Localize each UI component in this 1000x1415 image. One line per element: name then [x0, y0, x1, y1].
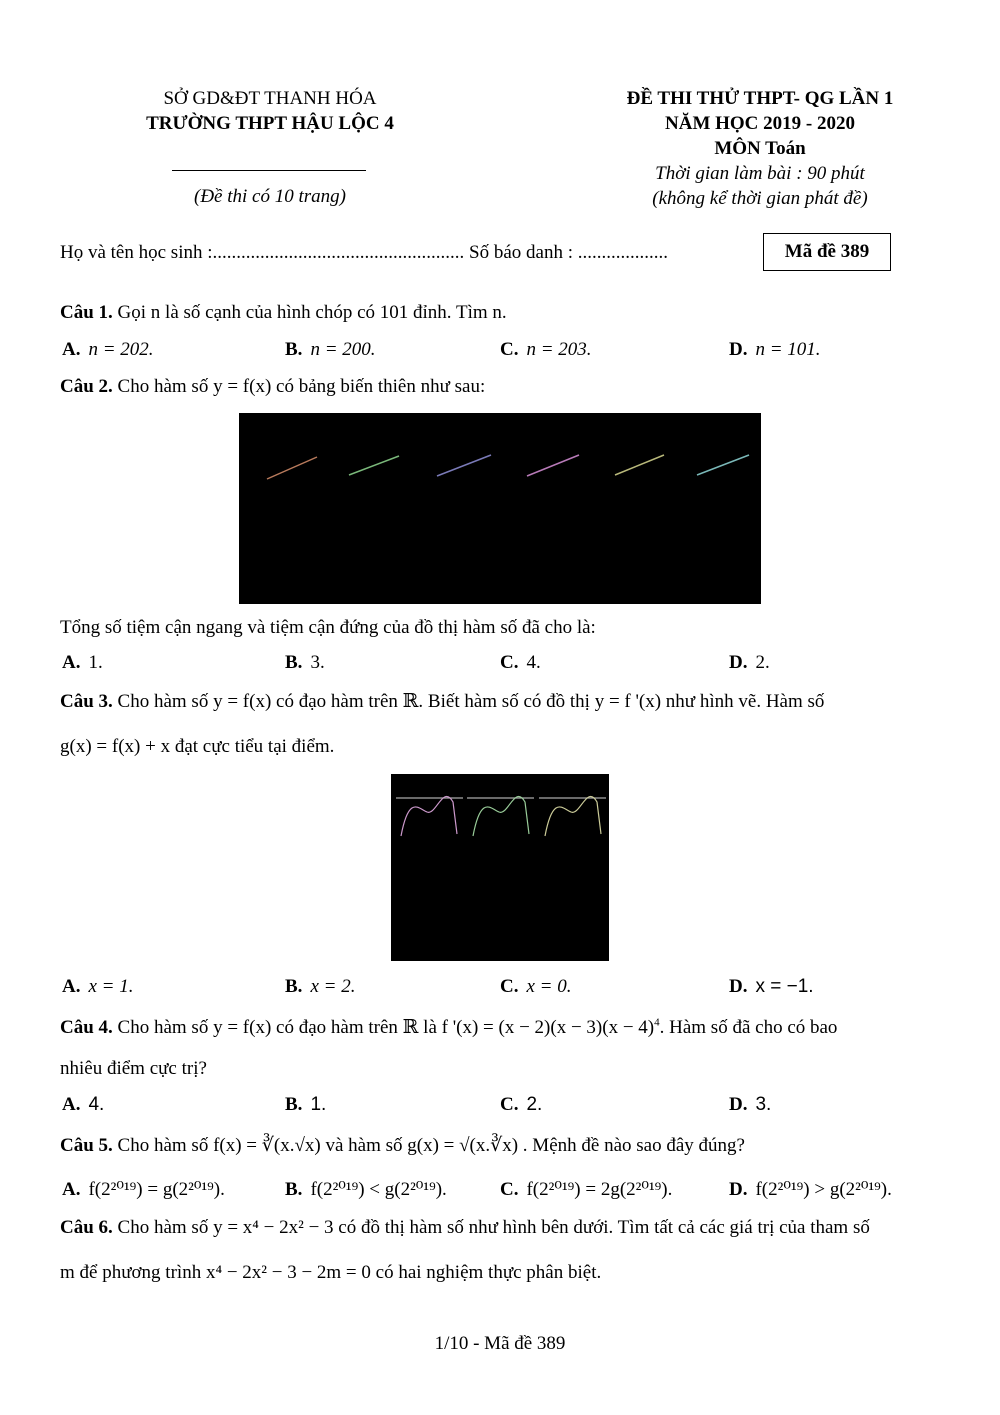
option-text: n = 101. [755, 339, 821, 360]
question-label: Câu 5. [60, 1135, 113, 1156]
option-text: 1. [310, 1094, 327, 1115]
option-label: D. [729, 339, 748, 360]
student-info-line [60, 242, 668, 264]
question-3-line-2: g(x) = f(x) + x đạt cực tiểu tại điểm. [60, 736, 335, 757]
q3-option-a [62, 976, 134, 998]
question-1 [60, 302, 507, 324]
q2-option-b [285, 652, 325, 674]
derivative-graph-image [391, 774, 609, 961]
option-text: 2. [526, 1094, 543, 1115]
option-label: B. [285, 1094, 303, 1115]
question-text: Cho hàm số y = f(x) có bảng biến thiên như sau: [117, 376, 486, 397]
option-label: A. [62, 1094, 81, 1115]
option-label: C. [500, 976, 519, 997]
option-text: x = 2. [310, 976, 356, 997]
option-text: x = 1. [88, 976, 134, 997]
option-text: n = 202. [88, 339, 154, 360]
variation-table-graphic [239, 413, 761, 604]
q3-option-c [500, 976, 572, 998]
derivative-graph-graphic [391, 774, 609, 961]
option-label: B. [285, 1179, 303, 1200]
q1-option-b [285, 339, 376, 361]
option-label: C. [500, 652, 519, 673]
variation-table-image [239, 413, 761, 604]
question-text: Gọi n là số cạnh của hình chóp có 101 đỉnh. Tìm n. [117, 302, 507, 323]
option-label: A. [62, 652, 81, 673]
question-label: Câu 2. [60, 376, 113, 397]
q2-option-d [729, 652, 770, 674]
option-text: 3. [310, 652, 325, 673]
header-right [590, 86, 930, 211]
q2-option-c [500, 652, 541, 674]
question-4-line-2: nhiêu điểm cực trị? [60, 1058, 207, 1079]
student-id-label: Số báo danh : ................... [469, 242, 668, 263]
question-2-prompt: Tổng số tiệm cận ngang và tiệm cận đứng của đồ thị hàm số đã cho là: [60, 617, 596, 638]
question-text: Cho hàm số y = x⁴ − 2x² − 3 có đồ thị hàm số như hình bên dưới. Tìm tất cả các giá trị của tham số [117, 1217, 870, 1238]
question-6 [60, 1217, 870, 1239]
option-label: C. [500, 1179, 519, 1200]
option-label: B. [285, 339, 303, 360]
q3-option-d [729, 976, 814, 998]
option-label: A. [62, 1179, 81, 1200]
question-4 [60, 1016, 837, 1039]
exam-code-box: Mã đề 389 [763, 233, 891, 271]
option-text: f(2²⁰¹⁹) = g(2²⁰¹⁹). [88, 1179, 225, 1200]
option-label: A. [62, 976, 81, 997]
question-label: Câu 6. [60, 1217, 113, 1238]
header-divider [172, 170, 366, 171]
q5-option-c [500, 1178, 672, 1201]
option-text: n = 200. [310, 339, 376, 360]
question-text: Cho hàm số y = f(x) có đạo hàm trên ℝ là f '(x) = (x − 2)(x − 3)(x − 4) [117, 1017, 655, 1038]
option-text: 3. [755, 1094, 772, 1115]
header-left [140, 86, 400, 136]
duration: Thời gian làm bài : 90 phút [655, 163, 865, 184]
q2-option-a [62, 652, 103, 674]
q4-option-a [62, 1094, 104, 1116]
question-6-line-2: m để phương trình x⁴ − 2x² − 3 − 2m = 0 có hai nghiệm thực phân biệt. [60, 1262, 602, 1283]
question-label: Câu 4. [60, 1017, 113, 1038]
option-label: D. [729, 976, 748, 997]
option-text: 2. [755, 652, 770, 673]
dept-name: SỞ GD&ĐT THANH HÓA [163, 88, 377, 109]
option-text: f(2²⁰¹⁹) = 2g(2²⁰¹⁹). [526, 1179, 673, 1200]
question-3 [60, 690, 824, 713]
q3-option-b [285, 976, 355, 998]
option-label: C. [500, 1094, 519, 1115]
option-label: A. [62, 339, 81, 360]
q4-option-d [729, 1094, 771, 1116]
question-2 [60, 376, 485, 398]
question-label: Câu 3. [60, 691, 113, 712]
page-footer: 1/10 - Mã đề 389 [434, 1333, 566, 1354]
option-label: D. [729, 652, 748, 673]
question-label: Câu 1. [60, 302, 113, 323]
option-text: 4. [526, 652, 541, 673]
option-text: 4. [88, 1094, 105, 1115]
duration-note: (không kể thời gian phát đề) [652, 188, 868, 209]
q1-option-d [729, 339, 821, 361]
option-label: C. [500, 339, 519, 360]
q4-option-c [500, 1094, 542, 1116]
question-text-tail: . Hàm số đã cho có bao [659, 1017, 838, 1038]
option-label: D. [729, 1179, 748, 1200]
pages-note: (Đề thi có 10 trang) [194, 186, 346, 207]
q5-option-b [285, 1178, 447, 1201]
q4-option-b [285, 1094, 326, 1116]
question-text: Cho hàm số y = f(x) có đạo hàm trên ℝ. Biết hàm số có đồ thị y = f '(x) như hình vẽ. Hàm số [117, 691, 825, 712]
option-text: f(2²⁰¹⁹) > g(2²⁰¹⁹). [755, 1179, 892, 1200]
option-text: x = 0. [526, 976, 572, 997]
subject: MÔN Toán [714, 138, 806, 159]
option-text: x = −1. [755, 976, 814, 997]
school-name: TRƯỜNG THPT HẬU LỘC 4 [146, 113, 394, 134]
student-name-label: Họ và tên học sinh :..................................................... [60, 242, 465, 263]
q5-option-a [62, 1178, 225, 1201]
q1-option-a [62, 339, 154, 361]
option-text: 1. [88, 652, 103, 673]
exponent: 4 [654, 1016, 660, 1029]
q1-option-c [500, 339, 592, 361]
q5-option-d [729, 1178, 892, 1201]
option-text: n = 203. [526, 339, 592, 360]
question-5 [60, 1134, 745, 1157]
option-label: B. [285, 652, 303, 673]
option-label: B. [285, 976, 303, 997]
option-label: D. [729, 1094, 748, 1115]
question-text: Cho hàm số f(x) = ∛(x.√x) và hàm số g(x) = √(x.∛x) . Mệnh đề nào sao đây đúng? [117, 1135, 745, 1156]
exam-title: ĐỀ THI THỬ THPT- QG LẦN 1 [626, 88, 894, 109]
school-year: NĂM HỌC 2019 - 2020 [665, 113, 855, 134]
option-text: f(2²⁰¹⁹) < g(2²⁰¹⁹). [310, 1179, 447, 1200]
